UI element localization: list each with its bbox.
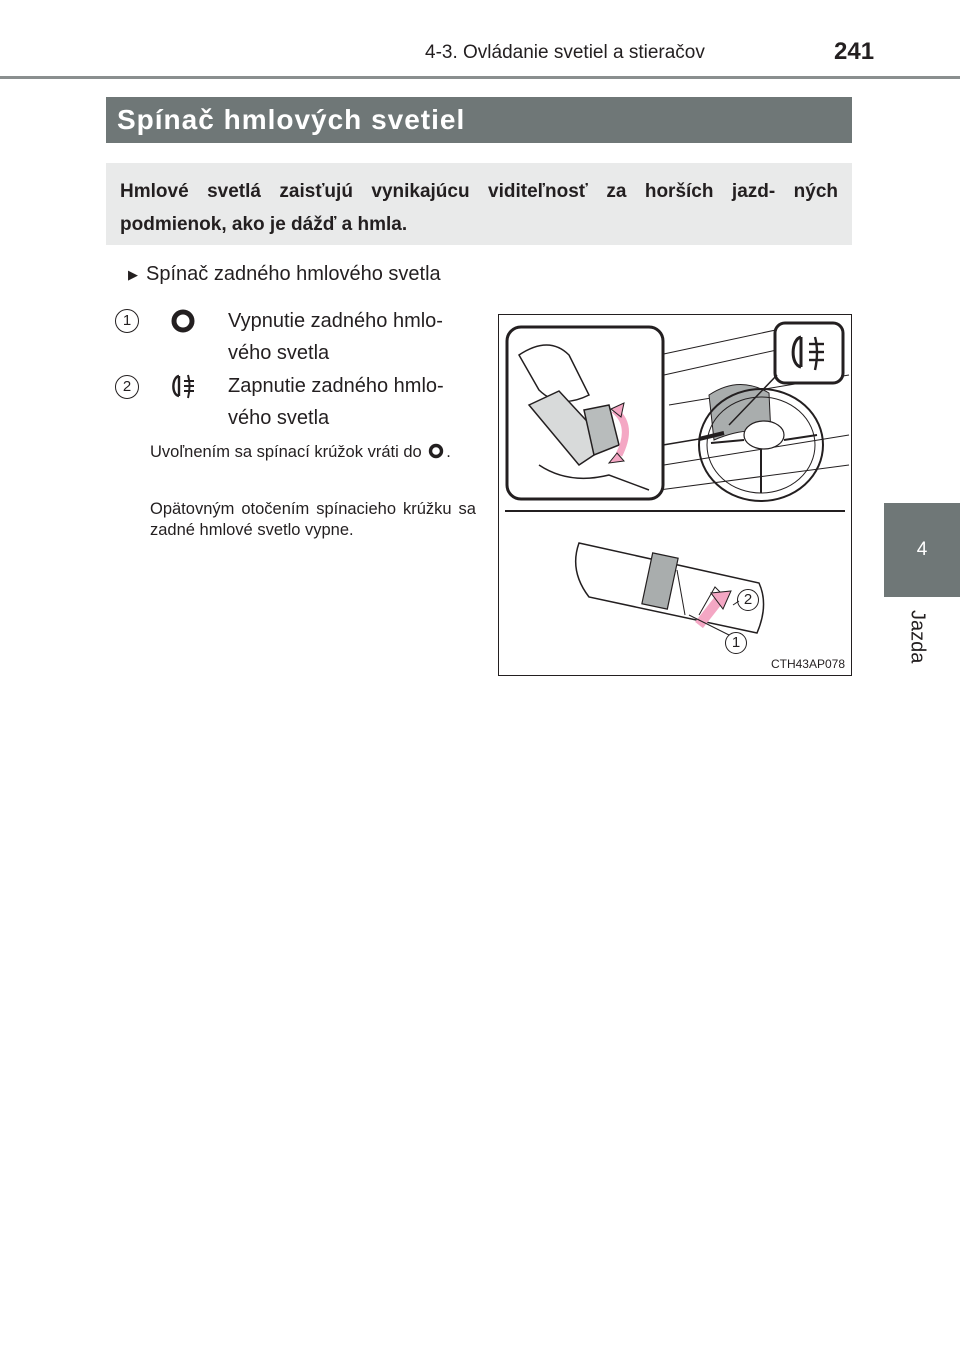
page-title: Spínač hmlových svetiel bbox=[106, 97, 852, 143]
figure-callout-1: 1 bbox=[725, 632, 747, 654]
item-2-number: 2 bbox=[115, 375, 139, 399]
note-release bbox=[150, 442, 476, 463]
subheading-text: Spínač zadného hmlového svetla bbox=[146, 263, 441, 285]
figure-fog-light-switch bbox=[498, 314, 852, 676]
note-second: Opätovným otočením spínacieho krúžku sa zadné hmlové svetlo vypne. bbox=[150, 500, 476, 539]
page-number: 241 bbox=[834, 38, 875, 65]
subheading bbox=[128, 263, 441, 286]
item-2-text: Zapnutie zadného hmlo- vého svetla bbox=[228, 375, 444, 429]
ring-off-icon bbox=[170, 308, 196, 334]
header-section-title: 4-3. Ovládanie svetiel a stieračov bbox=[425, 42, 705, 63]
item-1-text: Vypnutie zadného hmlo- vého svetla bbox=[228, 310, 443, 364]
chapter-tab[interactable]: 4 bbox=[884, 503, 960, 597]
header-rule bbox=[0, 76, 960, 79]
note-release-end: . bbox=[446, 443, 451, 461]
illustration-dashboard bbox=[499, 315, 851, 675]
rear-fog-light-icon bbox=[168, 371, 198, 401]
triangle-bullet-icon: ▶ bbox=[128, 266, 138, 282]
chapter-label: Jazda bbox=[906, 610, 929, 664]
ring-off-icon bbox=[426, 443, 446, 459]
note-release-text: Uvoľnením sa spínací krúžok vráti do bbox=[150, 443, 422, 461]
intro-box: Hmlové svetlá zaisťujú vynikajúcu viditeľnosť za horších jazd- ných podmienok, ako je dážď a hmla. bbox=[106, 163, 852, 245]
figure-callout-2: 2 bbox=[737, 589, 759, 611]
item-1-number: 1 bbox=[115, 309, 139, 333]
figure-code: CTH43AP078 bbox=[770, 657, 845, 671]
